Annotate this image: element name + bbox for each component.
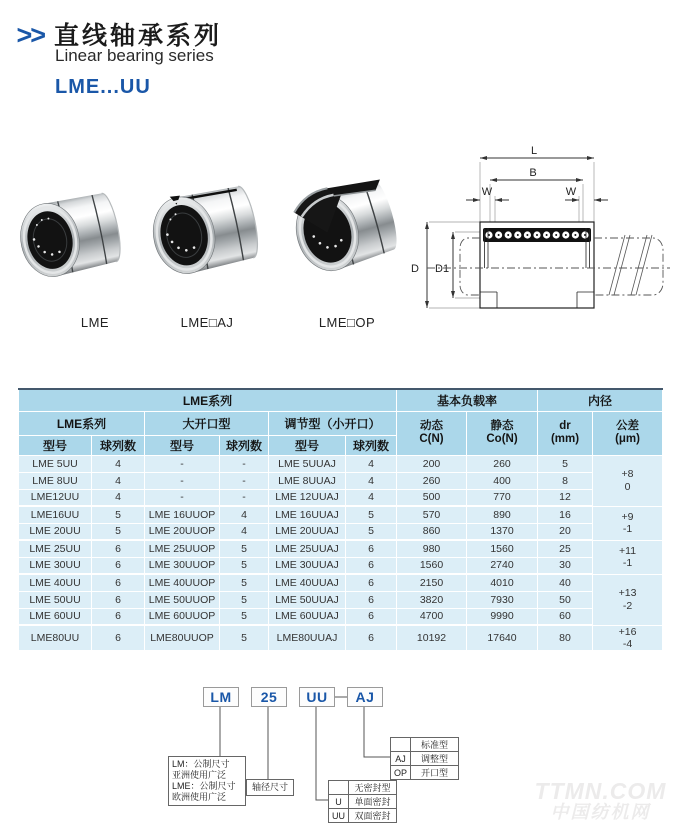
cell-op_balls: 4 [220,506,269,523]
cell-dr: 12 [538,489,593,506]
cell-dr: 8 [538,472,593,489]
table-row: OP 开口型 [391,766,459,780]
cell-aj_model: LME 25UUAJ [269,540,346,557]
code-part-size: 25 [251,687,287,707]
cell-dyn: 980 [397,540,467,557]
cell-op_balls: 5 [220,574,269,591]
header-col-static: 静态 Co(N) [467,411,538,455]
cell-op_model: LME 50UUOP [145,591,220,608]
spec-table-section [18,388,662,652]
cell-balls: 5 [92,506,145,523]
cell-aj_model: LME 5UUAJ [269,455,346,472]
cell-dyn: 4700 [397,608,467,625]
cell-aj_balls: 4 [346,489,397,506]
cell-aj_balls: 5 [346,523,397,540]
dim-label-W-right: W [565,186,577,198]
cell-op_balls: - [220,455,269,472]
lm-note: LM：公制尺寸 亚洲使用广泛 LME：公制尺寸 欧洲使用广泛 [168,756,246,806]
header-sub-lme: LME系列 [19,411,145,435]
cell-op_model: LME 40UUOP [145,574,220,591]
cell-dr: 60 [538,608,593,625]
header-col-model: 型号 [269,435,346,455]
cell-model: LME80UU [19,625,92,651]
table-row: UU 双面密封 [329,809,397,823]
cell-tolerance: +13 -2 [593,574,663,625]
cell-dr: 50 [538,591,593,608]
cell-aj_model: LME 8UUAJ [269,472,346,489]
cell-balls: 6 [92,557,145,574]
table-row: 标准型 [391,738,459,752]
cell-aj_balls: 6 [346,557,397,574]
cell-tolerance: +8 0 [593,455,663,506]
cell-balls: 4 [92,489,145,506]
cell-op_model: - [145,455,220,472]
cell-aj_balls: 4 [346,472,397,489]
bearing-photo-lme-aj [140,164,268,303]
cell-dyn: 500 [397,489,467,506]
cell-op_balls: - [220,489,269,506]
cell-op_balls: 5 [220,540,269,557]
cell-tolerance: +11 -1 [593,540,663,574]
cell-model: LME 60UU [19,608,92,625]
cell-op_balls: - [220,472,269,489]
cell-aj_balls: 6 [346,625,397,651]
cell-aj_balls: 6 [346,540,397,557]
cell-stat: 770 [467,489,538,506]
cell-op_balls: 5 [220,557,269,574]
cell-dyn: 10192 [397,625,467,651]
watermark [523,780,678,821]
cell-aj_model: LME 50UUAJ [269,591,346,608]
cell-op_model: LME80UUOP [145,625,220,651]
cell-balls: 6 [92,608,145,625]
table-row: U 单面密封 [329,795,397,809]
table-row [19,625,663,651]
cell-stat: 17640 [467,625,538,651]
header-col-balls: 球列数 [92,435,145,455]
cell-aj_model: LME 12UUAJ [269,489,346,506]
cell-dr: 30 [538,557,593,574]
dim-label-W-left: W [481,186,493,198]
table-row [19,574,663,591]
bearing-label-lme-op: LME□OP [318,315,376,330]
cell-dyn: 1560 [397,557,467,574]
cell-stat: 2740 [467,557,538,574]
cell-balls: 5 [92,523,145,540]
cell-op_model: LME 25UUOP [145,540,220,557]
dim-label-D: D [411,263,419,275]
cell-model: LME 8UU [19,472,92,489]
cell-aj_model: LME 20UUAJ [269,523,346,540]
cell-aj_balls: 6 [346,608,397,625]
watermark-line1: TTMN.COM [534,778,667,804]
table-row [19,523,663,540]
cell-aj_model: LME80UUAJ [269,625,346,651]
cell-balls: 4 [92,472,145,489]
cell-aj_model: LME 40UUAJ [269,574,346,591]
series-code: LME...UU [55,76,151,98]
cell-dr: 40 [538,574,593,591]
cell-stat: 260 [467,455,538,472]
cell-dyn: 2150 [397,574,467,591]
cell-op_balls: 5 [220,591,269,608]
cell-dyn: 3820 [397,591,467,608]
header-col-model: 型号 [19,435,92,455]
code-part-seal: UU [299,687,335,707]
bearing-label-lme-aj: LME□AJ [180,315,234,330]
bearing-image [286,158,408,296]
cell-dyn: 570 [397,506,467,523]
table-row [19,506,663,523]
header-col-balls: 球列数 [346,435,397,455]
table-row [19,591,663,608]
cell-aj_balls: 6 [346,574,397,591]
cell-op_model: - [145,489,220,506]
header-col-dr: dr (mm) [538,411,593,455]
watermark-line2: 中国纺机网 [550,802,651,822]
dim-label-B: B [529,167,537,179]
cell-op_model: - [145,472,220,489]
cell-aj_model: LME 16UUAJ [269,506,346,523]
table-row [19,455,663,472]
cell-balls: 6 [92,591,145,608]
cell-model: LME 5UU [19,455,92,472]
header-group-lme: LME系列 [19,389,397,411]
dim-label-L: L [530,145,538,157]
cell-op_model: LME 20UUOP [145,523,220,540]
cell-dr: 25 [538,540,593,557]
cell-model: LME 25UU [19,540,92,557]
cell-balls: 6 [92,625,145,651]
cell-stat: 4010 [467,574,538,591]
bearing-photo-lme [10,172,128,305]
chevrons-icon: >> [16,20,44,50]
cell-stat: 400 [467,472,538,489]
table-row [19,540,663,557]
cell-dr: 16 [538,506,593,523]
cell-stat: 1370 [467,523,538,540]
bearing-label-lme: LME [80,315,110,330]
spec-table-body [19,455,663,651]
header-sub-aj: 调节型（小开口） [269,411,397,435]
table-row: AJ 调整型 [391,752,459,766]
page-title: 直线轴承系列 [54,22,223,50]
cell-model: LME 40UU [19,574,92,591]
spec-table [18,388,663,652]
dimension-drawing [405,140,677,347]
table-row [19,557,663,574]
cell-op_balls: 5 [220,608,269,625]
code-part-type: AJ [347,687,383,707]
header-col-dynamic: 动态 C(N) [397,411,467,455]
cell-aj_balls: 6 [346,591,397,608]
cell-op_balls: 5 [220,625,269,651]
header-group-bore: 内径 [538,389,663,411]
cell-op_balls: 4 [220,523,269,540]
cell-aj_model: LME 30UUAJ [269,557,346,574]
cell-balls: 6 [92,574,145,591]
header-col-tolerance: 公差 (μm) [593,411,663,455]
header-sub-op: 大开口型 [145,411,269,435]
cell-stat: 1560 [467,540,538,557]
header-group-load: 基本负载率 [397,389,538,411]
cell-op_model: LME 16UUOP [145,506,220,523]
cell-dr: 5 [538,455,593,472]
bearing-image [10,172,128,300]
cell-model: LME 20UU [19,523,92,540]
bearing-image [140,164,268,298]
table-row [19,489,663,506]
bearing-type-table [390,737,459,780]
cell-balls: 6 [92,540,145,557]
bearing-photo-lme-op [286,158,408,301]
header-col-balls: 球列数 [220,435,269,455]
cell-aj_model: LME 60UUAJ [269,608,346,625]
cell-op_model: LME 60UUOP [145,608,220,625]
cell-model: LME 30UU [19,557,92,574]
cell-dyn: 200 [397,455,467,472]
cell-model: LME12UU [19,489,92,506]
cell-stat: 7930 [467,591,538,608]
cell-stat: 890 [467,506,538,523]
table-row: 无密封型 [329,781,397,795]
cell-model: LME 50UU [19,591,92,608]
cell-dr: 80 [538,625,593,651]
code-part-lm: LM [203,687,239,707]
cell-tolerance: +9 -1 [593,506,663,540]
cell-op_model: LME 30UUOP [145,557,220,574]
cell-aj_balls: 4 [346,455,397,472]
cell-aj_balls: 5 [346,506,397,523]
cell-balls: 4 [92,455,145,472]
cell-dyn: 260 [397,472,467,489]
cell-dr: 20 [538,523,593,540]
page-subtitle: Linear bearing series [55,46,214,65]
seal-type-table [328,780,397,823]
header-col-model: 型号 [145,435,220,455]
table-row [19,608,663,625]
dim-label-D1: D1 [435,263,450,275]
cell-model: LME16UU [19,506,92,523]
cell-dyn: 860 [397,523,467,540]
cell-tolerance: +16 -4 [593,625,663,651]
cell-stat: 9990 [467,608,538,625]
table-row [19,472,663,489]
shaft-size-note: 轴径尺寸 [246,779,294,796]
